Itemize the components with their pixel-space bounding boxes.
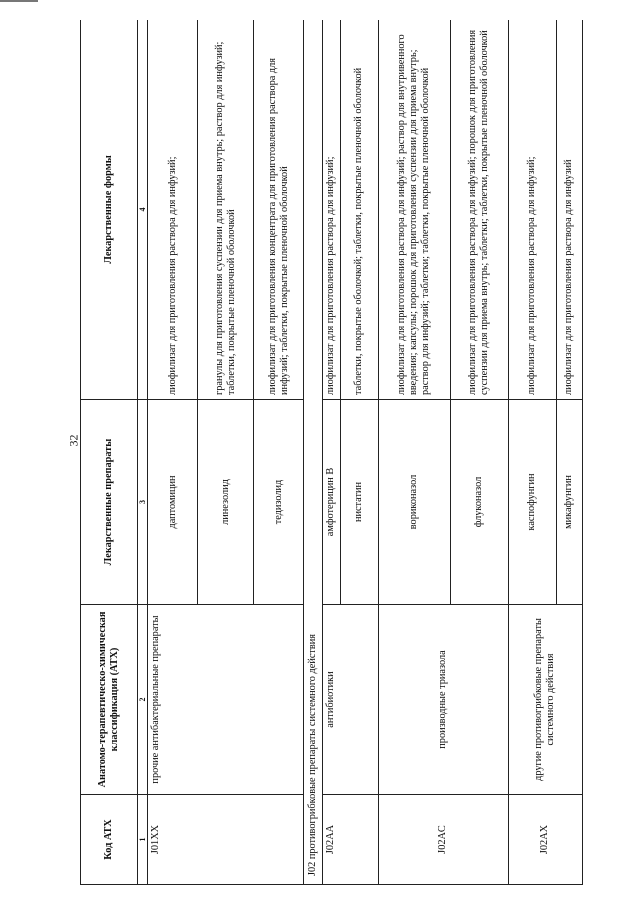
atx-code-cell: J02AA <box>323 795 378 885</box>
form-cell: гранулы для приготовления суспензии для приема внутрь; раствор для инфузий; таблетки, покрытые пленочной оболочкой <box>198 20 254 400</box>
table-row <box>508 20 556 885</box>
atx-code-cell: J02AC <box>378 795 508 885</box>
table-row <box>323 20 340 885</box>
drug-cell: даптомицин <box>148 400 198 605</box>
rotated-table-wrapper <box>80 20 595 885</box>
drug-cell: вориконазол <box>378 400 450 605</box>
column-number: 4 <box>138 20 148 400</box>
header-code: Код АТХ <box>81 795 138 885</box>
drug-cell: тедизолид <box>254 400 304 605</box>
form-cell: лиофилизат для приготовления раствора для инфузий; <box>508 20 556 400</box>
drug-cell: каспофунгин <box>508 400 556 605</box>
form-cell: лиофилизат для приготовления раствора для инфузий; раствор для внутривенного введения; капсулы; порошок для приготовления суспензии для приема внутрь; раствор для инфузий; таблетки; таблетки, покрытые пленочной оболочкой <box>378 20 450 400</box>
atx-group-cell: производные триазола <box>378 605 508 795</box>
drug-cell: флуконазол <box>450 400 508 605</box>
table-header-row <box>81 20 138 885</box>
drug-cell: амфотерицин В <box>323 400 340 605</box>
form-cell: лиофилизат для приготовления раствора для инфузий; <box>323 20 340 400</box>
form-cell: лиофилизат для приготовления раствора для инфузий; порошок для приготовления суспензии для приема внутрь; таблетки; таблетки, покрытые пленочной оболочкой <box>450 20 508 400</box>
atx-code-cell: J02AX <box>508 795 582 885</box>
document-page <box>80 20 595 885</box>
form-cell: таблетки, покрытые оболочкой; таблетки, покрытые пленочной оболочкой <box>340 20 378 400</box>
drug-table <box>80 20 583 885</box>
form-cell: лиофилизат для приготовления раствора для инфузий <box>556 20 582 400</box>
scan-edge-mark <box>0 0 38 2</box>
header-forms: Лекарственные формы <box>81 20 138 400</box>
drug-cell: линезолид <box>198 400 254 605</box>
column-number: 3 <box>138 400 148 605</box>
atx-group-cell: прочие антибактериальные препараты <box>148 605 304 795</box>
atx-code-cell: J01XX <box>148 795 304 885</box>
table-row <box>378 20 450 885</box>
column-number-row <box>138 20 148 885</box>
atx-group-cell: другие противогрибковые препараты системного действия <box>508 605 582 795</box>
drug-cell: микафунгин <box>556 400 582 605</box>
form-cell: лиофилизат для приготовления раствора для инфузий; <box>148 20 198 400</box>
column-number: 1 <box>138 795 148 885</box>
column-number: 2 <box>138 605 148 795</box>
header-atx: Анатомо-терапевтическо-химическая классификация (АТХ) <box>81 605 138 795</box>
table-row <box>148 20 198 885</box>
form-cell: лиофилизат для приготовления концентрата для приготовления раствора для инфузий; таблетки, покрытые пленочной оболочкой <box>254 20 304 400</box>
page-number: 32 <box>66 434 81 447</box>
group-row <box>304 20 323 885</box>
group-heading: J02 противогрибковые препараты системного действия <box>304 20 323 885</box>
header-drugs: Лекарственные препараты <box>81 400 138 605</box>
atx-group-cell: антибиотики <box>323 605 378 795</box>
drug-cell: нистатин <box>340 400 378 605</box>
